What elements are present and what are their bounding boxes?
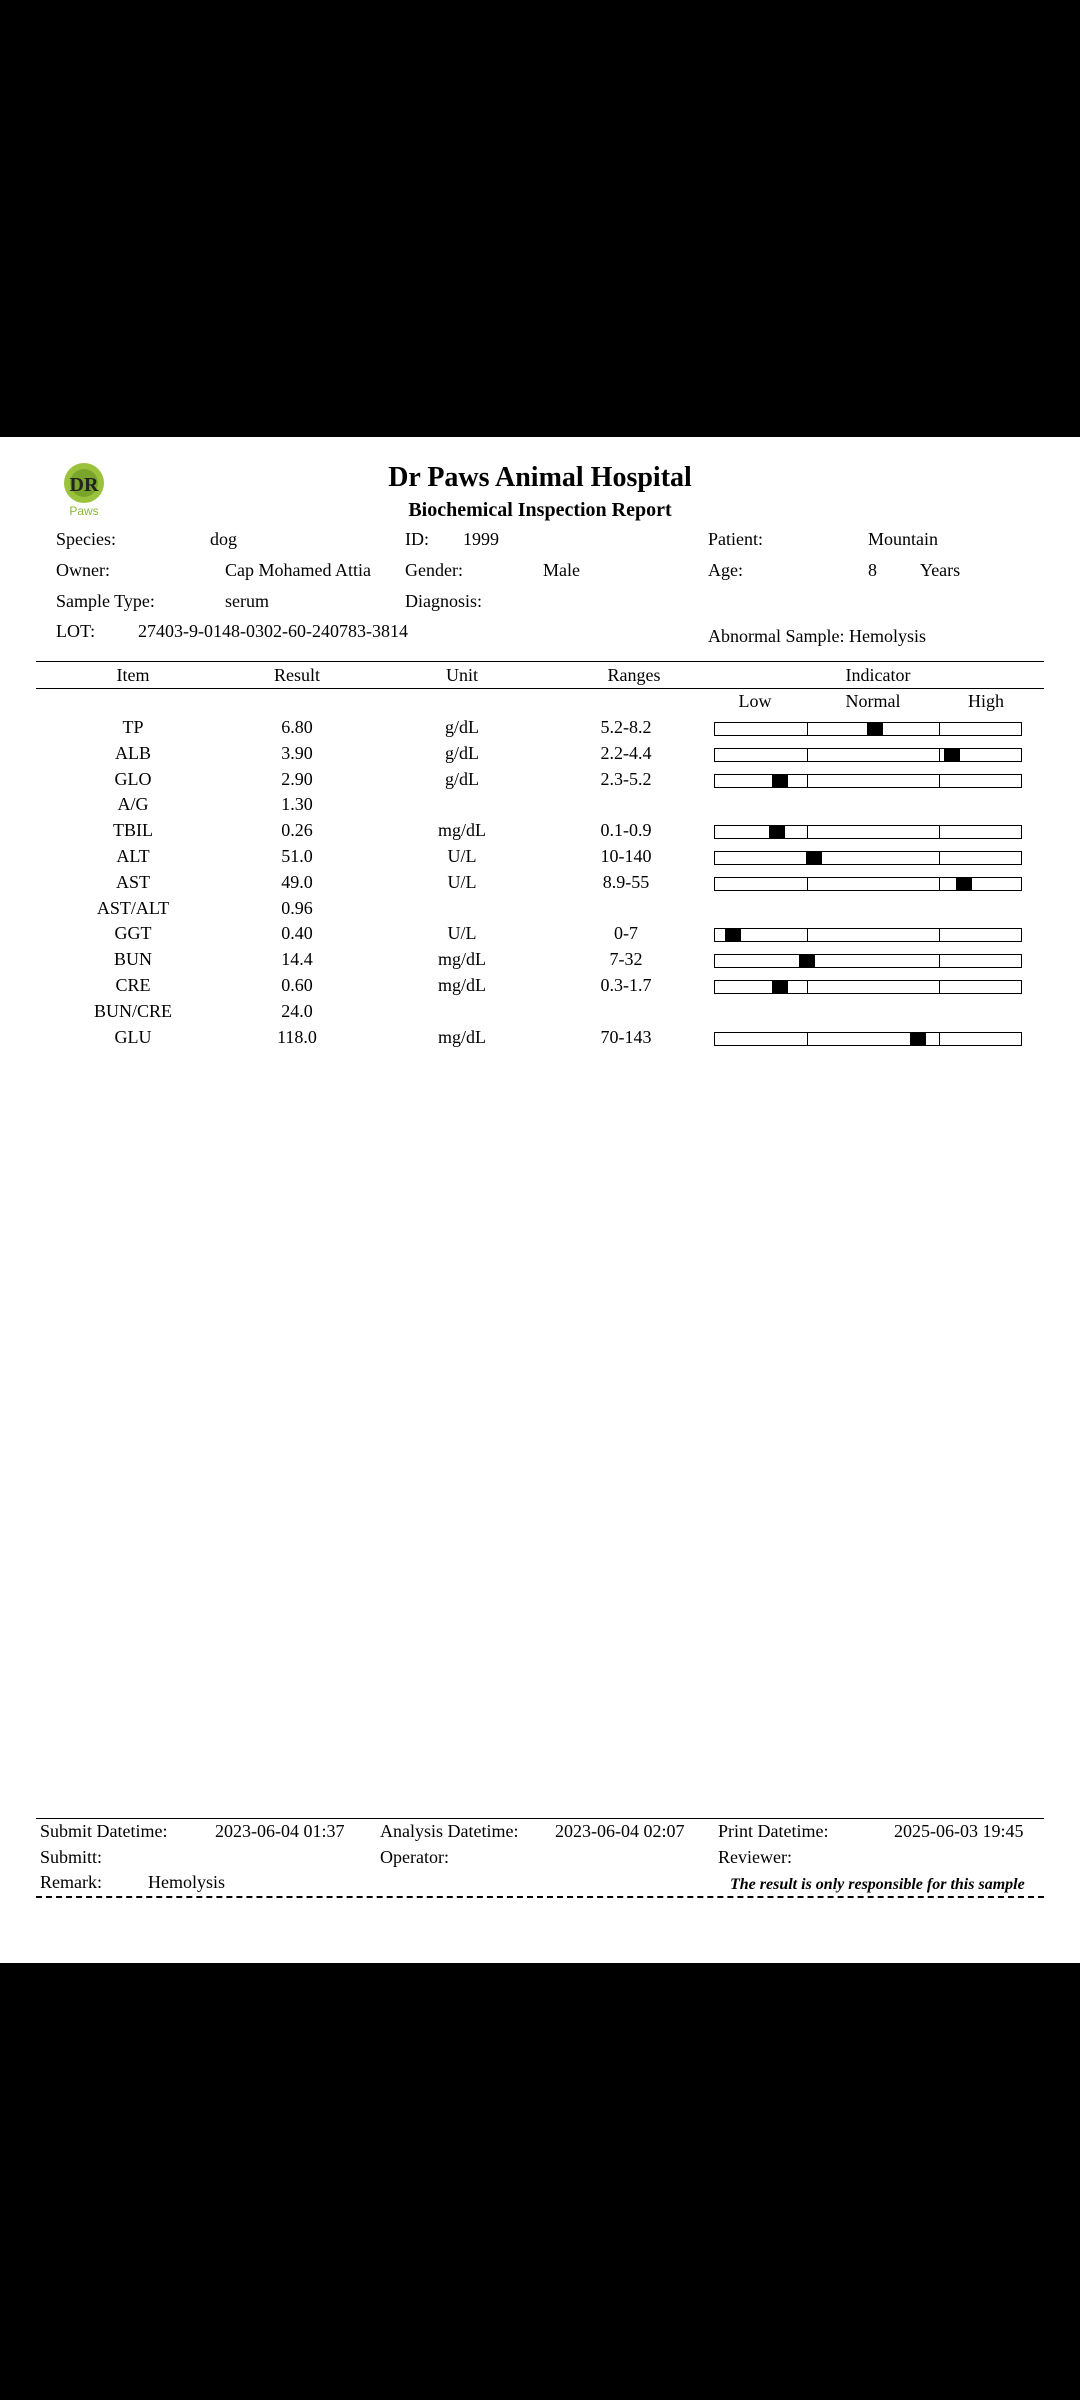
- indicator-bar: [714, 851, 1022, 865]
- indicator-divider: [939, 749, 940, 761]
- row-range: 0-7: [614, 923, 638, 944]
- indicator-normal-label: Normal: [845, 691, 901, 711]
- patient-label: Patient:: [708, 529, 763, 549]
- indicator-marker: [956, 877, 972, 891]
- age-label: Age:: [708, 560, 743, 580]
- indicator-divider: [807, 723, 808, 735]
- row-range: 2.3-5.2: [600, 768, 652, 789]
- indicator-divider: [807, 981, 808, 993]
- species-label: Species:: [56, 529, 116, 549]
- sample-type-value: serum: [225, 591, 269, 611]
- submit-datetime-value: 2023-06-04 01:37: [215, 1821, 345, 1841]
- indicator-divider: [807, 1033, 808, 1045]
- indicator-bar: [714, 928, 1022, 942]
- indicator-divider: [807, 826, 808, 838]
- row-range: 8.9-55: [602, 871, 650, 892]
- report-title: Biochemical Inspection Report: [408, 499, 672, 521]
- row-item: A/G: [117, 794, 149, 815]
- indicator-bar: [714, 748, 1022, 762]
- row-item: AST: [115, 871, 150, 892]
- submitt-label: Submitt:: [40, 1847, 103, 1867]
- gender-value: Male: [543, 560, 580, 580]
- row-unit: U/L: [447, 871, 477, 892]
- row-range: 10-140: [600, 846, 652, 866]
- report-page: [0, 437, 1080, 1963]
- row-range: 5.2-8.2: [600, 717, 652, 737]
- footer-rule: [36, 1818, 1044, 1819]
- indicator-divider: [939, 775, 940, 787]
- indicator-marker: [806, 851, 822, 865]
- patient-value: Mountain: [868, 529, 938, 549]
- reviewer-label: Reviewer:: [718, 1847, 792, 1867]
- indicator-marker: [772, 774, 788, 788]
- indicator-bar: [714, 774, 1022, 788]
- indicator-marker: [725, 928, 741, 942]
- row-result: 118.0: [277, 1026, 317, 1047]
- print-datetime-label: Print Datetime:: [718, 1821, 829, 1841]
- indicator-marker: [944, 748, 960, 762]
- row-range: 0.1-0.9: [600, 820, 652, 841]
- disclaimer-note: The result is only responsible for this sample: [730, 1876, 1025, 1893]
- row-result: 0.96: [281, 897, 313, 918]
- row-unit: U/L: [447, 923, 477, 944]
- row-unit: mg/dL: [438, 949, 486, 970]
- species-value: dog: [210, 529, 237, 549]
- row-result: 0.26: [281, 820, 313, 841]
- indicator-marker: [910, 1032, 926, 1046]
- row-item: ALB: [115, 742, 151, 763]
- indicator-marker: [867, 722, 883, 736]
- row-result: 2.90: [281, 768, 313, 789]
- row-unit: U/L: [447, 846, 477, 866]
- indicator-marker: [769, 825, 785, 839]
- row-range: 7-32: [609, 949, 643, 970]
- sample-type-label: Sample Type:: [56, 591, 155, 611]
- indicator-low-label: Low: [738, 691, 772, 711]
- indicator-divider: [939, 826, 940, 838]
- row-item: CRE: [115, 975, 151, 995]
- owner-label: Owner:: [56, 560, 110, 580]
- indicator-divider: [807, 929, 808, 941]
- lot-value: 27403-9-0148-0302-60-240783-3814: [138, 621, 408, 641]
- operator-label: Operator:: [380, 1847, 449, 1867]
- gender-label: Gender:: [405, 560, 463, 580]
- table-header-rule: [36, 688, 1044, 689]
- col-header-indicator: Indicator: [845, 665, 911, 685]
- indicator-divider: [939, 723, 940, 735]
- id-value: 1999: [463, 529, 499, 549]
- lot-label: LOT:: [56, 621, 96, 641]
- indicator-bar: [714, 980, 1022, 994]
- indicator-divider: [939, 878, 940, 890]
- row-result: 24.0: [281, 1000, 313, 1021]
- table-top-rule: [36, 661, 1044, 662]
- indicator-marker: [772, 980, 788, 994]
- row-item: GGT: [114, 923, 152, 944]
- row-item: ALT: [116, 846, 150, 866]
- logo-subtext: Paws: [69, 504, 99, 517]
- row-unit: mg/dL: [438, 820, 486, 841]
- age-value: 8: [868, 560, 877, 580]
- row-unit: mg/dL: [438, 1026, 486, 1047]
- indicator-divider: [939, 955, 940, 967]
- row-result: 51.0: [281, 846, 313, 866]
- row-result: 6.80: [281, 717, 313, 737]
- diagnosis-label: Diagnosis:: [405, 591, 483, 611]
- row-item: BUN/CRE: [93, 1000, 172, 1021]
- indicator-bar: [714, 722, 1022, 736]
- row-result: 0.40: [281, 923, 313, 944]
- indicator-marker: [799, 954, 815, 968]
- logo-text: DR: [69, 474, 99, 496]
- row-item: AST/ALT: [96, 897, 170, 918]
- footer-dashed-rule: [36, 1896, 1044, 1898]
- col-header-item: Item: [116, 665, 150, 685]
- owner-value: Cap Mohamed Attia: [225, 560, 371, 580]
- analysis-datetime-value: 2023-06-04 02:07: [555, 1821, 685, 1841]
- indicator-high-label: High: [968, 691, 1004, 711]
- print-datetime-value: 2025-06-03 19:45: [894, 1821, 1024, 1841]
- row-range: 0.3-1.7: [600, 975, 652, 995]
- row-result: 14.4: [281, 949, 313, 970]
- indicator-bar: [714, 825, 1022, 839]
- row-item: BUN: [113, 949, 152, 970]
- row-result: 0.60: [281, 975, 313, 995]
- row-result: 1.30: [281, 794, 313, 815]
- indicator-divider: [939, 1033, 940, 1045]
- row-range: 70-143: [600, 1026, 652, 1047]
- col-header-result: Result: [273, 665, 320, 685]
- indicator-divider: [939, 929, 940, 941]
- indicator-bar: [714, 1032, 1022, 1046]
- col-header-ranges: Ranges: [607, 665, 661, 685]
- id-label: ID:: [405, 529, 429, 549]
- indicator-bar: [714, 954, 1022, 968]
- age-unit: Years: [920, 560, 961, 580]
- row-unit: g/dL: [445, 742, 479, 763]
- abnormal-sample-note: Abnormal Sample: Hemolysis: [708, 626, 926, 646]
- row-unit: g/dL: [445, 717, 479, 737]
- analysis-datetime-label: Analysis Datetime:: [380, 1821, 519, 1841]
- remark-value: Hemolysis: [148, 1872, 226, 1892]
- indicator-divider: [939, 852, 940, 864]
- row-item: GLU: [114, 1026, 152, 1047]
- remark-label: Remark:: [40, 1872, 102, 1892]
- col-header-unit: Unit: [445, 665, 478, 685]
- row-range: 2.2-4.4: [600, 742, 652, 763]
- indicator-divider: [807, 878, 808, 890]
- row-unit: g/dL: [445, 768, 479, 789]
- row-item: GLO: [114, 768, 152, 789]
- indicator-divider: [807, 775, 808, 787]
- row-item: TBIL: [113, 820, 153, 841]
- row-unit: mg/dL: [438, 975, 486, 995]
- row-result: 3.90: [281, 742, 313, 763]
- hospital-name: Dr Paws Animal Hospital: [388, 462, 692, 493]
- row-item: TP: [122, 717, 144, 737]
- row-result: 49.0: [281, 871, 313, 892]
- indicator-divider: [807, 749, 808, 761]
- indicator-bar: [714, 877, 1022, 891]
- indicator-divider: [939, 981, 940, 993]
- submit-datetime-label: Submit Datetime:: [40, 1821, 168, 1841]
